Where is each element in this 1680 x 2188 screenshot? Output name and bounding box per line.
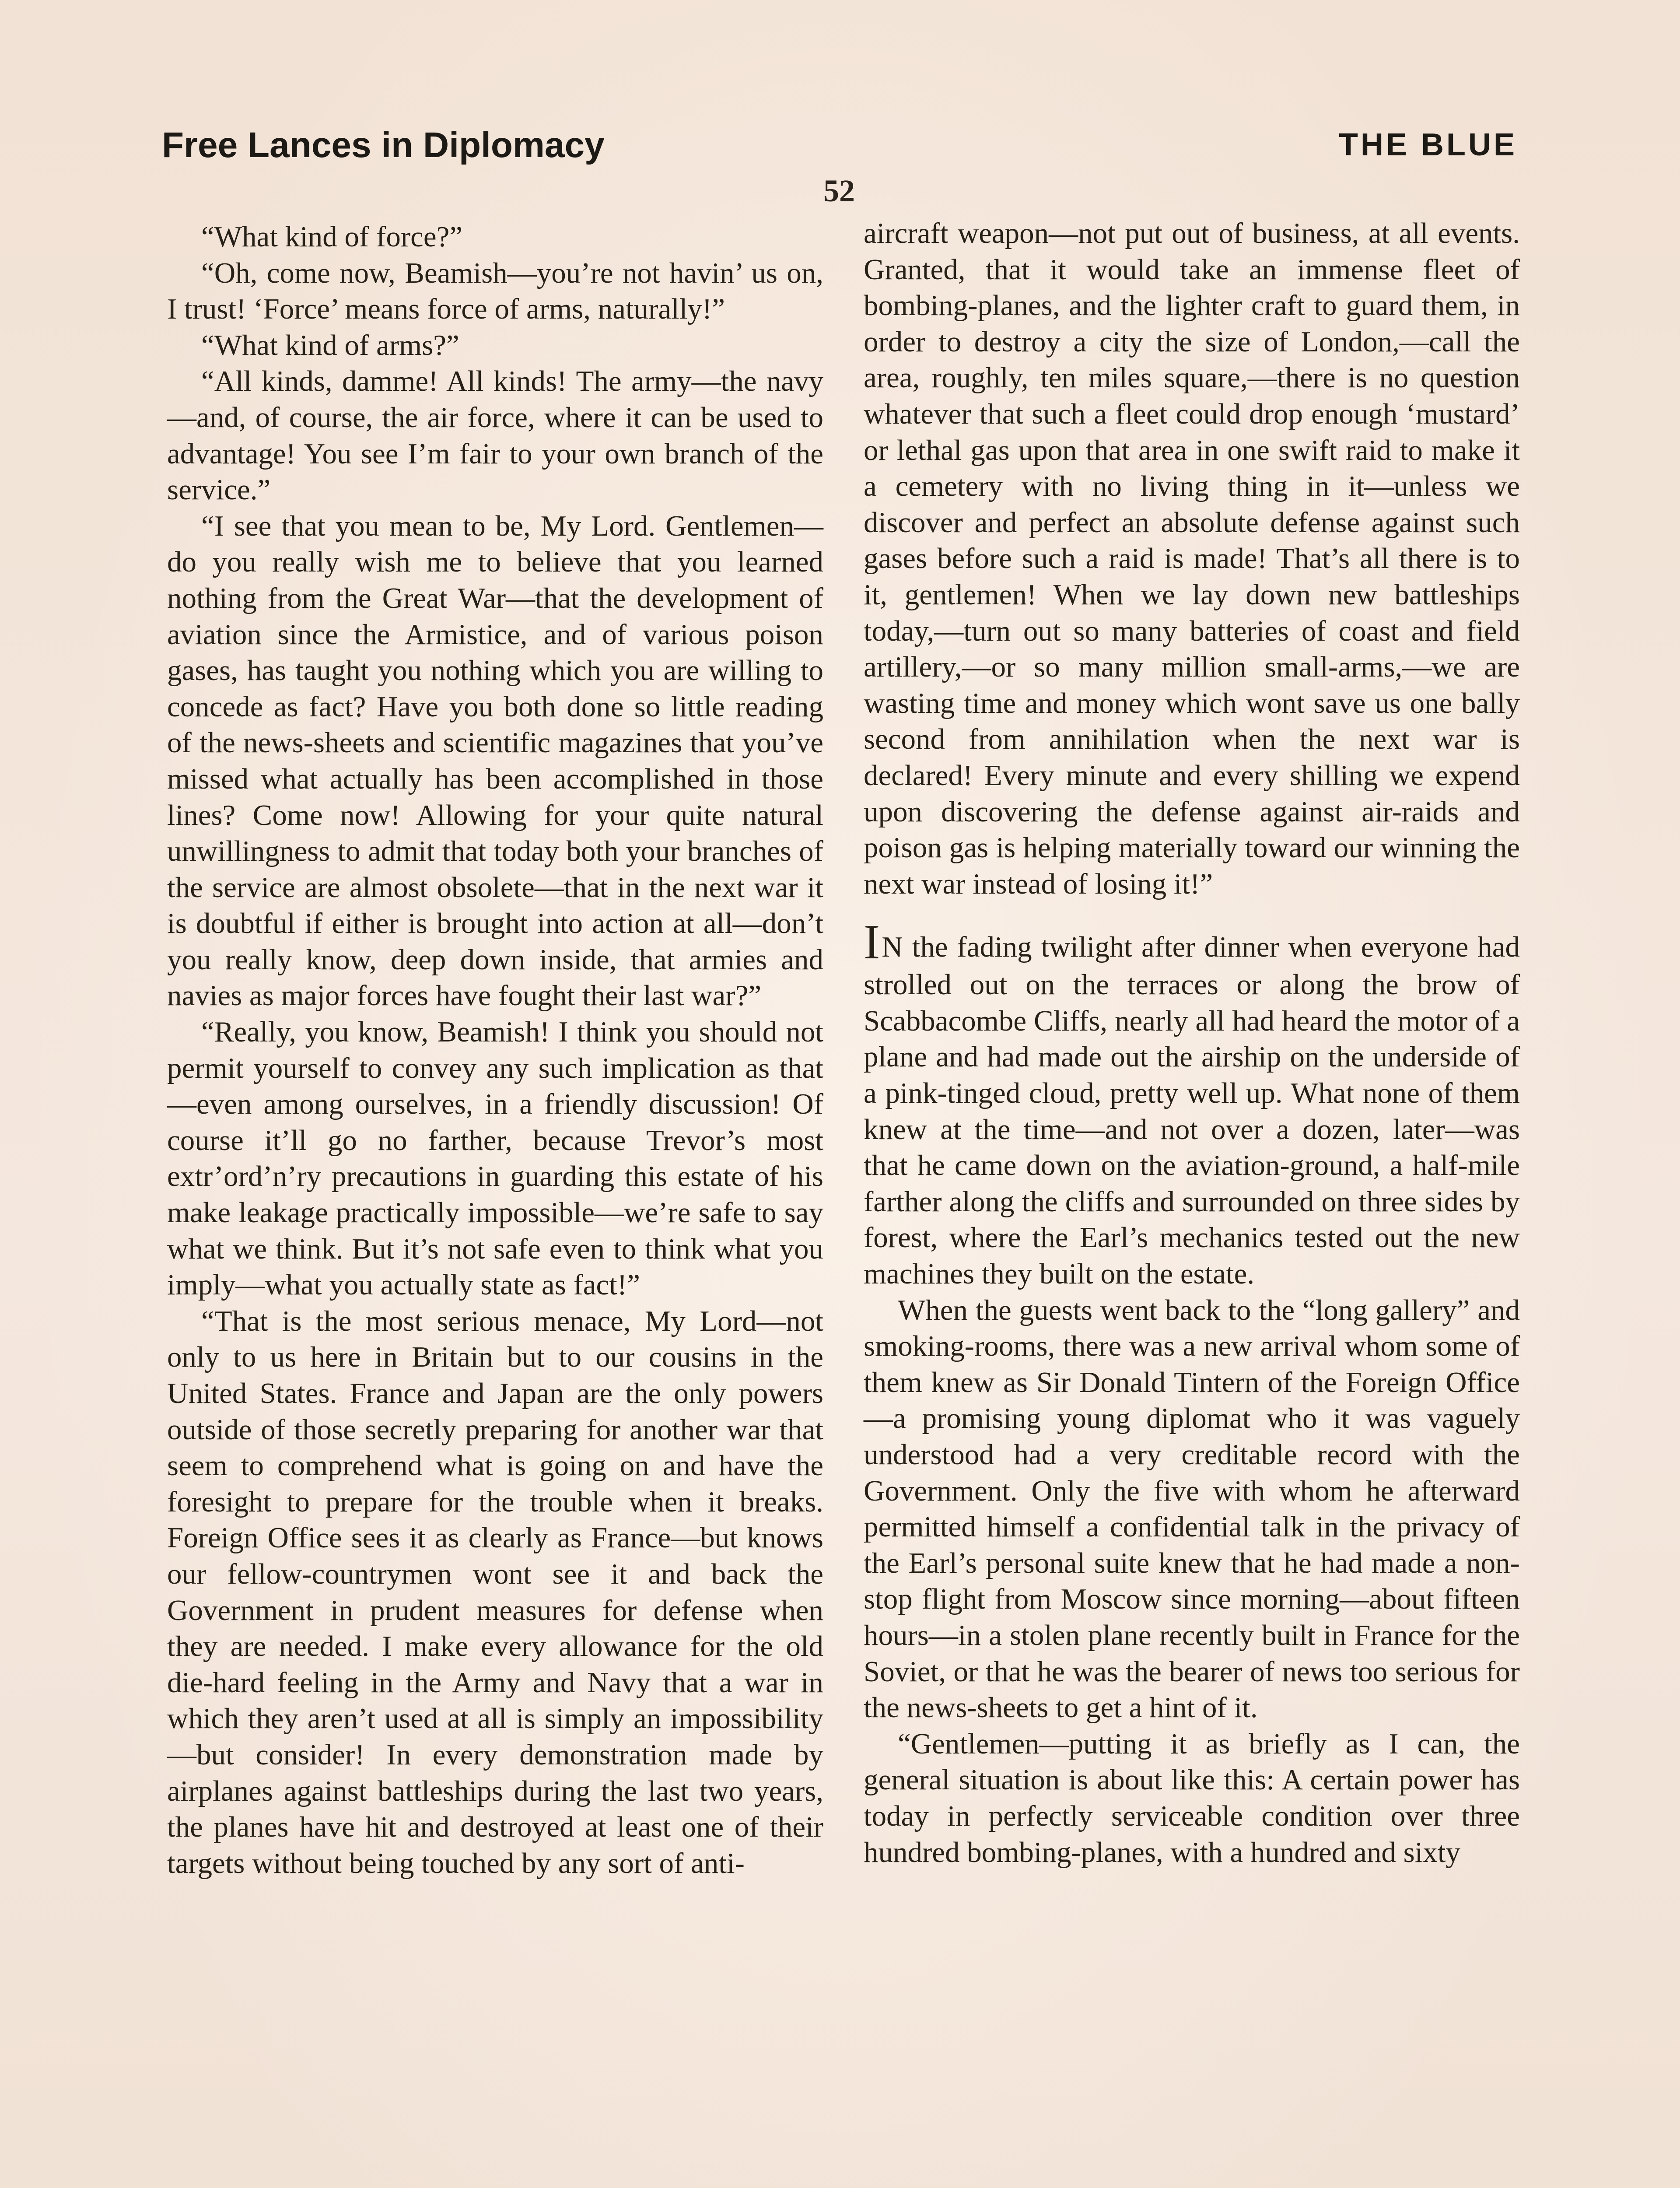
running-title: Free Lances in Diplomacy bbox=[162, 125, 605, 165]
section-opening-paragraph bbox=[864, 915, 1520, 1292]
paragraph: “Really, you know, Beamish! I think you should not permit yourself to convey any such implication as that—even among ourselves, in a friendly discussion! Of course it’ll go no farther, because Trevor’s most extr’ord’n’ry precautions in guarding this estate of his make leakage practically impossible—we’re safe to say what we think. But it’s not safe even to think what you imply—what you actually state as fact!” bbox=[167, 1016, 823, 1301]
paragraph: “I see that you mean to be, My Lord. Gentlemen—do you really wish me to believe that you learned nothing from the Great War—that the development of aviation since the Armistice, and of various poison gases, has taught you nothing which you are willing to concede as fact? Have you both done so little reading of the news-sheets and scientific magazines that you’ve missed what actually has been accomplished in those lines? Come now! Allowing for your quite natural unwillingness to admit that today both your branches of the service are almost obsolete—that in the next war it is doubtful if either is brought into action at all—don’t you really know, deep down inside, that armies and navies as major forces have fought their last war?” bbox=[167, 509, 823, 1012]
magazine-name: THE BLUE bbox=[1339, 127, 1517, 162]
paragraph: “Oh, come now, Beamish—you’re not havin’ us on, I trust! ‘Force’ means force of arms, naturally!” bbox=[167, 256, 823, 326]
paragraph: “What kind of force?” bbox=[201, 221, 463, 253]
paragraph: “All kinds, damme! All kinds! The army—the navy—and, of course, the air force, where it can be used to advantage! You see I’m fair to your own branch of the service.” bbox=[167, 365, 823, 506]
drop-cap: I bbox=[864, 915, 880, 970]
paragraph: “What kind of arms?” bbox=[201, 329, 459, 361]
section-text: the fading twilight after dinner when everyone had strolled out on the terraces or along the brow of Scabbacombe Cliffs, nearly all had heard the motor of a plane and had made out the airship on the underside of a pink-tinged cloud, pretty well up. What none of them knew at the time—and not over a dozen, later—was that he came down on the aviation-ground, a half-mile farther along the cliffs and surrounded on three sides by forest, where the Earl’s mechanics tested out the new machines they built on the estate. bbox=[864, 931, 1520, 1290]
paragraph: “That is the most serious menace, My Lord—not only to us here in Britain but to our cousins in the United States. France and Japan are the only powers outside of those secretly preparing for another war that seem to comprehend what is going on and have the foresight to prepare for the trouble when it breaks. Foreign Office sees it as clearly as France—but knows our fellow-countrymen wont see it and back the Government in prudent measures for defense when they are needed. I make every allowance for the old die-hard feeling in the Army and Navy that a war in which they aren’t used at all is simply an impossibility—but consider! In every demonstration made by airplanes against battleships during the last two years, the planes have hit and destroyed at least one of their targets without being touched by any sort of anti- bbox=[167, 1304, 823, 1879]
paragraph: “Gentlemen—putting it as briefly as I can, the general situation is about like this: A certain power has today in perfectly serviceable condition over three hundred bombing-planes, with a hundred and sixty bbox=[864, 1727, 1520, 1869]
left-column bbox=[167, 219, 823, 1881]
page-number: 52 bbox=[823, 173, 855, 208]
right-column bbox=[864, 215, 1520, 1870]
paragraph: When the guests went back to the “long gallery” and smoking-rooms, there was a new arrival whom some of them knew as Sir Donald Tintern of the Foreign Office—a promising young diplomat who it was vaguely understood had a very creditable record with the Government. Only the five with whom he afterward permitted himself a confidential talk in the privacy of the Earl’s personal suite knew that he had made a non-stop flight from Moscow since morning—about fifteen hours—in a stolen plane recently built in France for the Soviet, or that he was the bearer of news too serious for the news-sheets to get a hint of it. bbox=[864, 1294, 1520, 1724]
paragraph-continued: aircraft weapon—not put out of business, at all events. Granted, that it would take an immense fleet of bombing-planes, and the lighter craft to guard them, in order to destroy a city the size of London,—call the area, roughly, ten miles square,—there is no question whatever that such a fleet could drop enough ‘mustard’ or lethal gas upon that area in one swift raid to make it a cemetery with no living thing in it—unless we discover and perfect an absolute defense against such gases before such a raid is made! That’s all there is to it, gentlemen! When we lay down new battleships today,—turn out so many batteries of coast and field artillery,—or so many million small-arms,—we are wasting time and money which wont save us one bally second from annihilation when the next war is declared! Every minute and every shilling we expend upon discovering the defense against air-raids and poison gas is helping materially toward our winning the next war instead of losing it!” bbox=[864, 217, 1520, 900]
small-caps-lead-in: N bbox=[882, 931, 903, 964]
